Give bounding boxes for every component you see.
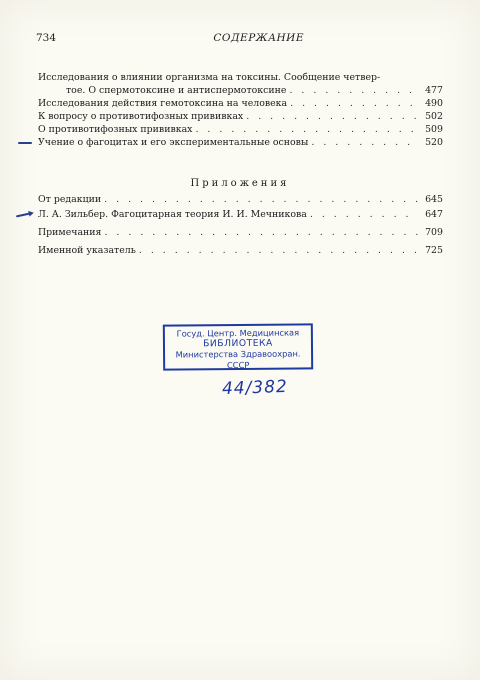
stamp-line-4: СССР [226, 359, 250, 370]
leader-dots [290, 98, 418, 110]
page-number: 734 [36, 32, 57, 44]
toc-entry-page: 645 [425, 194, 443, 205]
toc-entry-page: 725 [425, 245, 443, 256]
margin-pen-mark [18, 142, 32, 144]
stamp-line-3: Министерства Здравоохран. [175, 348, 301, 360]
toc-entry-title: Исследования действия гемотоксина на человека [38, 98, 288, 109]
leader-dots [139, 245, 418, 257]
toc-entry-title: К вопросу о противотифозных прививках [38, 111, 244, 122]
margin-pen-arrow [16, 213, 30, 218]
toc-entry-page: 502 [425, 111, 443, 122]
library-stamp [163, 323, 313, 370]
toc-entry-page: 647 [425, 209, 443, 220]
toc-entry-1[interactable] [66, 85, 443, 97]
running-title: СОДЕРЖАНИЕ [213, 32, 304, 44]
appendix-heading: Приложения [190, 178, 290, 189]
appendix-entry-1[interactable] [38, 194, 443, 206]
toc-entry-title: О противотифозных прививках [38, 124, 193, 135]
leader-dots [289, 85, 418, 97]
toc-entry-page: 490 [425, 98, 443, 109]
toc-entry-page: 477 [425, 85, 443, 96]
leader-dots [246, 111, 418, 123]
toc-entry-5[interactable] [38, 137, 443, 149]
appendix-entry-3[interactable] [38, 227, 443, 239]
toc-entry-title: Примечания [38, 227, 102, 238]
leader-dots [104, 194, 418, 206]
leader-dots [195, 124, 418, 136]
toc-entry-title: Учение о фагоцитах и его экспериментальные основы [38, 137, 309, 148]
page-header [36, 32, 444, 44]
toc-entry-page: 709 [425, 227, 443, 238]
leader-dots [310, 209, 418, 221]
toc-entry-3[interactable] [38, 111, 443, 123]
stamp-line-2: БИБЛИОТЕКА [203, 337, 273, 349]
toc-entry-title: Именной указатель [38, 245, 136, 256]
appendix-entry-4[interactable] [38, 245, 443, 257]
toc-entry-title: От редакции [38, 194, 102, 205]
appendix-entry-2[interactable] [38, 209, 443, 221]
handwritten-inventory-number: 44/382 [221, 376, 289, 400]
leader-dots [311, 137, 418, 149]
toc-entry-1-line1: Исследования о влиянии организма на токсины. Сообщение четвер- [38, 72, 381, 83]
toc-entry-4[interactable] [38, 124, 443, 136]
leader-dots [104, 227, 418, 239]
toc-entry-page: 509 [425, 124, 443, 135]
stamp-line-1: Госуд. Центр. Медицинская [176, 327, 300, 339]
toc-entry-2[interactable] [38, 98, 443, 110]
toc-entry-title: тое. О спермотоксине и антиспермотоксине [66, 85, 287, 96]
toc-entry-page: 520 [425, 137, 443, 148]
toc-entry-title: Л. А. Зильбер. Фагоцитарная теория И. И. Мечникова [38, 209, 307, 220]
